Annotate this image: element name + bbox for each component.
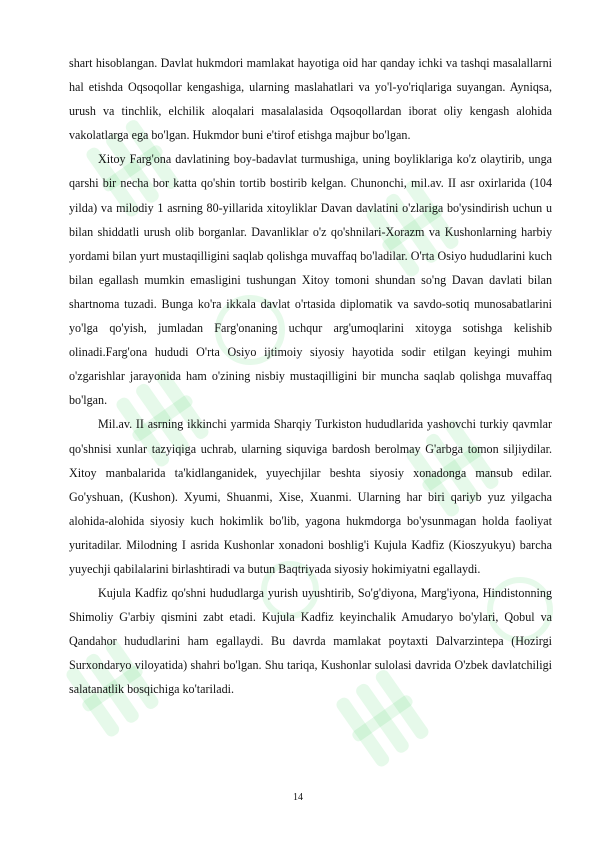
body-text [69,51,552,702]
paragraph-1: shart hisoblangan. Davlat hukmdori mamlakat hayotiga oid har qanday ichki va tashqi masalallarni hal etishda Oqsoqollar kengashiga, ularning maslahatlari va yo'l-yo'riqlariga suyangan. Ayniqsa, urush va tinchlik, elchilik aloqalari masalalasida Oqsoqollardan iborat oliy kengash alohida vakolatlarga ega bo'lgan. Hukmdor buni e'tirof etishga majbur bo'lgan. [69,56,552,143]
paragraph-3: Mil.av. II asrning ikkinchi yarmida Sharqiy Turkiston hududlarida yashovchi turkiy qavmlar qo'shnisi xunlar tazyiqiga uchrab, ularning siquviga bardosh berolmay G'arbga tomon siljiydilar. Xitoy manbalarida ta'kidlanganidek, yuyechjilar beshta siyosiy xonadonga mansub edilar. Go'yshuan, (Kushon). Xyumi, Shuanmi, Xise, Xuanmi. Ularning har biri qariyb yuz yilgacha alohida-alohida siyosiy kuch hokimlik bo'lib, yagona hukmdorga bo'ysunmagan holda faoliyat yuritadilar. Milodning I asrida Kushonlar xonadoni boshlig'i Kujula Kadfiz (Kioszyukyu) barcha yuyechji qabilalarini birlashtiradi va butun Baqtriyada siyosiy hokimiyatni egallaydi. [69,417,552,576]
page-number: 14 [293,792,303,803]
paragraph-4: Kujula Kadfiz qo'shni hududlarga yurish uyushtirib, So'g'diyona, Marg'iyona, Hindistonning Shimoliy G'arbiy qismini zabt etadi. Kujula Kadfiz keyinchalik Amudaryo bo'ylari, Qobul va Qandahor hududlarini ham egallaydi. Bu davrda mamlakat poytaxti Dalvarzintepa (Hozirgi Surxondaryo viloyatida) shahri bo'lgan. Shu tariqa, Kushonlar sulolasi davrida O'zbek davlatchiligi salatanatlik bosqichiga ko'tariladi. [69,586,552,697]
paragraph-2: Xitoy Farg'ona davlatining boy-badavlat turmushiga, uning boyliklariga ko'z olaytirib, unga qarshi bir necha bor katta qo'shin tortib bostirib kelgan. Chunonchi, mil.av. II asr oxirlarida (104 yilda) va milodiy 1 asrning 80-yillarida xitoyliklar Davan davlatini o'zlariga bo'ysindirish uchun u bilan shiddatli urush olib borganlar. Davanliklar o'z qo'shnilari-Xorazm va Kushonlarning harbiy yordami bilan yurt mustaqilligini saqlab qolishga muvaffaq bo'ladilar. O'rta Osiyo hududlarini kuch bilan egallash mumkin emasligini tushungan Xitoy tomoni shundan so'ng Davan davlati bilan shartnoma tuzadi. Bunga ko'ra ikkala davlat o'rtasida diplomatik va savdo-sotiq munosabatlarini yo'lga qo'yish, jumladan Farg'onaning uchqur arg'umoqlarini xitoyga sotishga kelishib olinadi.Farg'ona hududi O'rta Osiyo ijtimoiy siyosiy hayotida sodir etilgan keyingi muhim o'zgarishlar jarayonida ham o'zining nisbiy mustaqilligini bir muncha saqlab qolishga muvaffaq bo'lgan. [69,152,552,408]
